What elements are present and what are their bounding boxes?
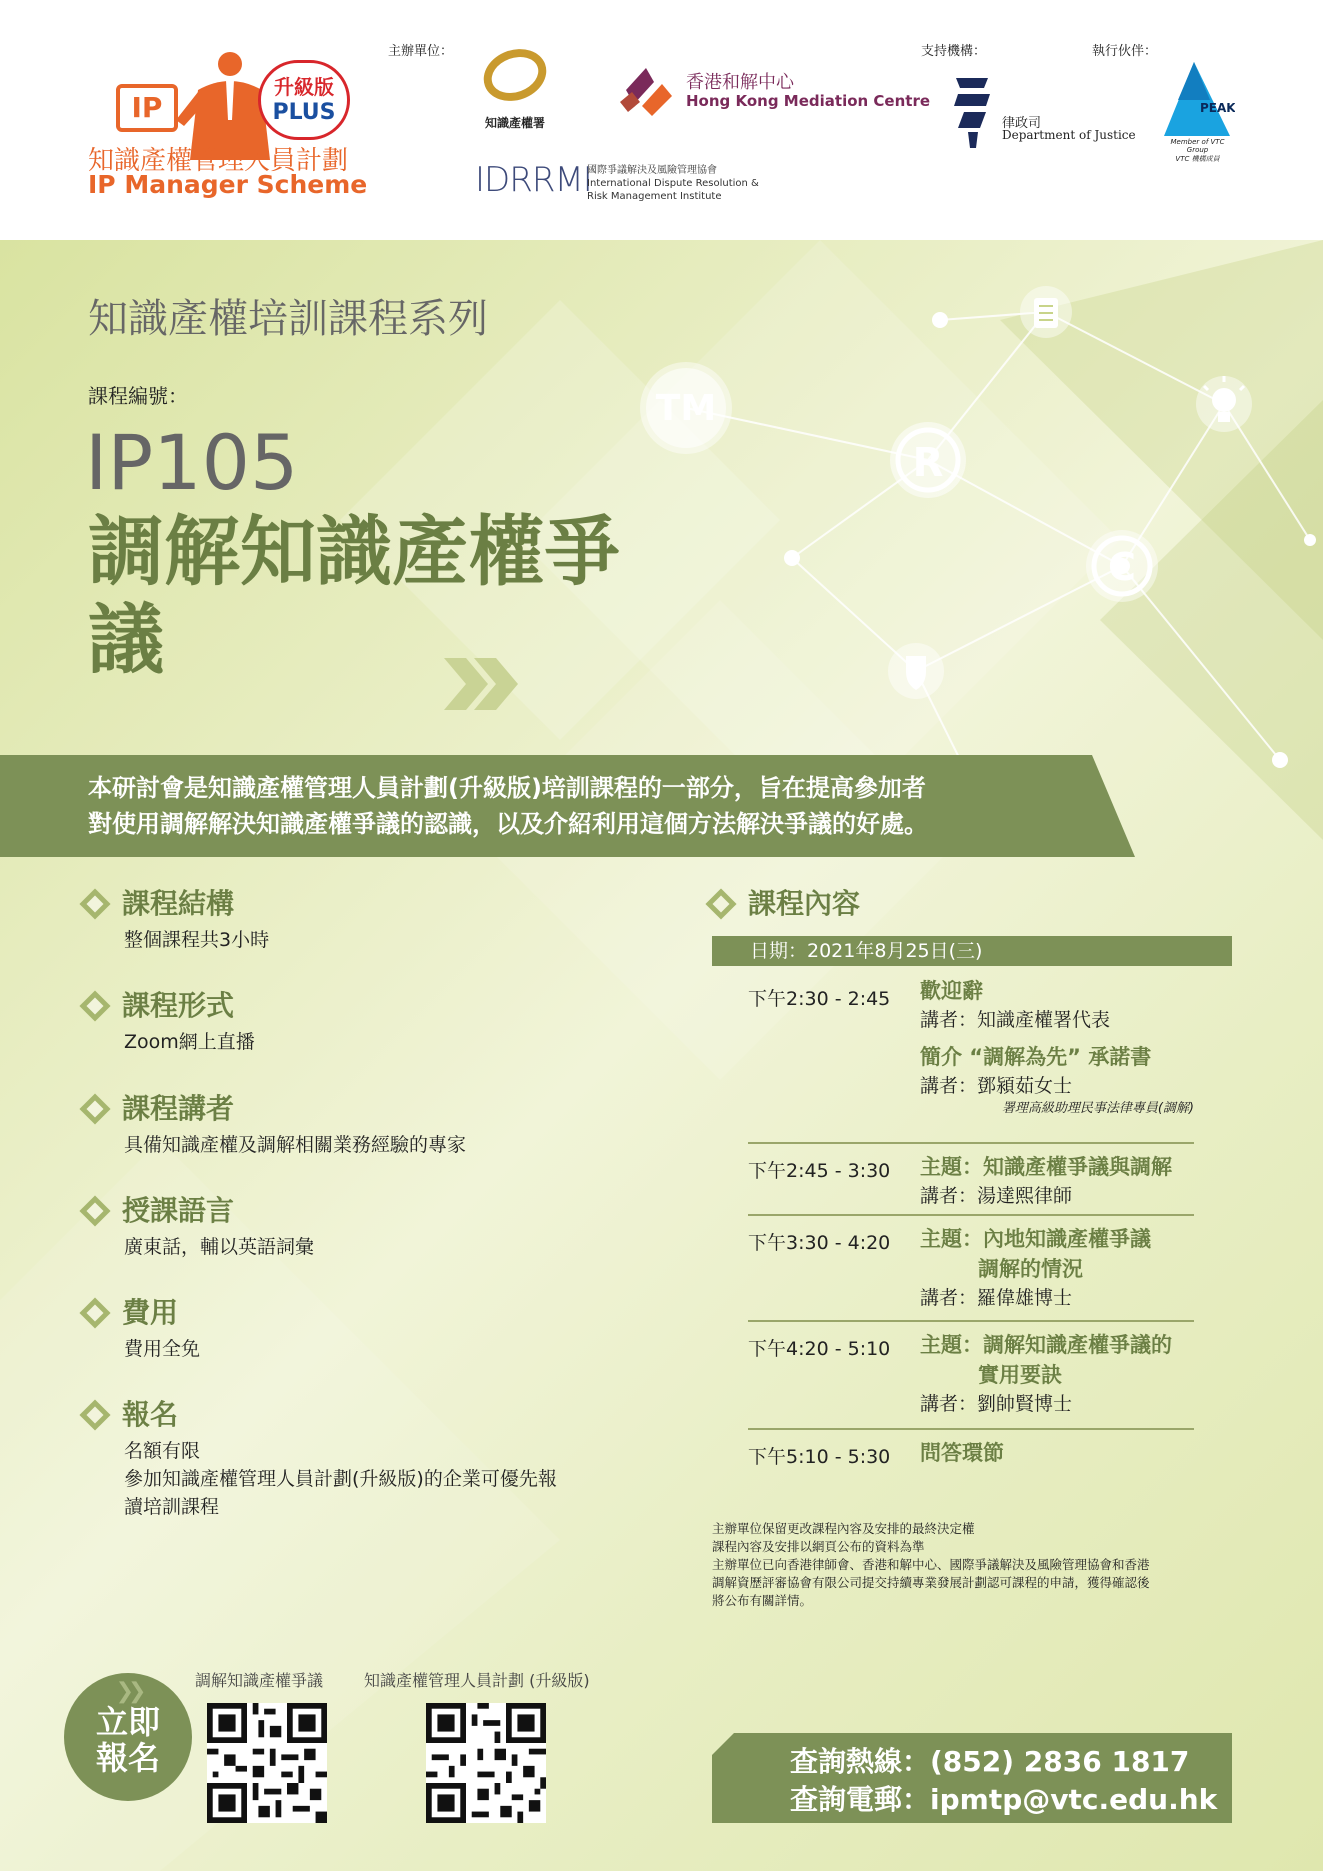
section-body: 具備知識產權及調解相關業務經驗的專家 [124, 1134, 467, 1156]
section-body: 廣東話，輔以英語詞彙 [124, 1236, 315, 1258]
diamond-bullet-icon [79, 1093, 110, 1124]
schedule-speaker: 講者：鄧潁茹女士 [920, 1075, 1073, 1097]
contact-hotline[interactable]: 查詢熱線：(852) 2836 1817 [790, 1745, 1190, 1778]
ip-box-logo: IP [116, 84, 178, 132]
schedule-speaker: 講者：知識產權署代表 [920, 1009, 1111, 1031]
doj-name-en: Department of Justice [1002, 128, 1136, 142]
schedule-items [920, 1438, 1194, 1468]
schedule-topic: 歡迎辭 [920, 979, 983, 1003]
section-title: 授課語言 [122, 1194, 235, 1227]
peak-member-zh: VTC 機構成員 [1175, 155, 1220, 163]
intro-text [88, 770, 1088, 842]
section-fee [82, 1295, 200, 1363]
ipd-ring-icon [476, 41, 553, 110]
section-language [82, 1193, 314, 1261]
speaker-title: 署理高級助理民事法律專員(調解) [1001, 1101, 1194, 1116]
idrmi-names [587, 164, 759, 203]
schedule-items [920, 1152, 1194, 1210]
plus-badge-zh: 升級版 [274, 75, 334, 99]
peak-member-text [1160, 138, 1235, 164]
section-heading [82, 1397, 557, 1433]
section-body: 費用全免 [124, 1338, 201, 1360]
schedule-items [920, 1330, 1194, 1418]
section-title: 課程結構 [122, 887, 235, 920]
section-title: 課程形式 [122, 989, 235, 1022]
plus-badge [258, 60, 350, 140]
idrmi-name-zh: 國際爭議解決及風險管理協會 [587, 165, 717, 176]
schedule-row [748, 976, 1194, 1144]
section-title: 課程內容 [748, 887, 861, 920]
double-chevron-icon: ❯❯ [115, 1679, 141, 1704]
schedule-time: 下午2:30 - 2:45 [748, 988, 891, 1010]
qr-label-course: 調解知識產權爭議 [195, 1671, 324, 1690]
schedule-table [748, 976, 1194, 1480]
schedule-row [748, 1216, 1194, 1322]
note-line: 將公布有關詳情。 [712, 1593, 813, 1608]
schedule-time: 下午3:30 - 4:20 [748, 1232, 891, 1254]
diamond-bullet-icon [79, 990, 110, 1021]
section-heading [82, 1295, 200, 1331]
notes [712, 1520, 1232, 1610]
schedule-time: 下午4:20 - 5:10 [748, 1338, 891, 1360]
course-title: 調解知識產權爭議 [88, 507, 620, 684]
partner-label: 執行伙伴： [1092, 44, 1158, 59]
schedule-items [920, 1224, 1194, 1312]
schedule-row [748, 1322, 1194, 1430]
section-heading [82, 1091, 466, 1127]
hkmc-mark-icon [618, 62, 678, 118]
scheme-name-en: IP Manager Scheme [88, 170, 368, 199]
section-heading [708, 886, 860, 922]
note-line: 主辦單位保留更改課程內容及安排的最終決定權 [712, 1521, 975, 1536]
section-line: 名額有限 [124, 1440, 201, 1462]
schedule-row [748, 1430, 1194, 1480]
header [0, 0, 1323, 240]
course-code: IP105 [85, 418, 299, 507]
section-speakers [82, 1091, 466, 1159]
section-body [82, 1437, 557, 1521]
schedule-time: 下午2:45 - 3:30 [748, 1160, 891, 1182]
note-line: 課程內容及安排以網頁公布的資料為準 [712, 1539, 925, 1554]
idrmi-name-en-1: International Dispute Resolution & [587, 178, 759, 189]
date-bar: 日期：2021年8月25日(三) [712, 936, 1232, 966]
diamond-bullet-icon [79, 1195, 110, 1226]
section-heading [82, 988, 255, 1024]
scheme-name-zh: 知識產權管理人員計劃 [88, 146, 349, 176]
hkmc-name-en: Hong Kong Mediation Centre [686, 92, 931, 110]
section-registration [82, 1397, 557, 1521]
section-body: 整個課程共3小時 [124, 929, 270, 951]
ipd-logo [475, 50, 555, 132]
section-title: 課程講者 [122, 1092, 235, 1125]
doj-calligraphy-icon [950, 72, 994, 150]
doj-logo [950, 72, 1150, 152]
diamond-bullet-icon [79, 1297, 110, 1328]
plus-badge-en: PLUS [272, 100, 336, 125]
idrmi-mark: IDRRMI [475, 160, 592, 200]
schedule-topic: 問答環節 [920, 1441, 1004, 1465]
course-content-section [708, 886, 860, 922]
qr-label-scheme: 知識產權管理人員計劃 (升級版) [364, 1671, 590, 1690]
peak-logo [1160, 60, 1235, 163]
section-heading [82, 1193, 314, 1229]
register-text-1: 立即 [95, 1703, 160, 1741]
register-text-2: 報名 [95, 1739, 160, 1777]
copyright-icon-text: C [1108, 545, 1136, 589]
supporter-label: 支持機構： [921, 44, 987, 59]
schedule-topic: 主題：調解知識產權爭議的 [920, 1333, 1172, 1357]
qr-code-scheme[interactable] [426, 1703, 546, 1823]
section-title: 費用 [122, 1296, 179, 1329]
schedule-topic-continued: 實用要訣 [978, 1363, 1062, 1387]
peak-name: PEAK [1200, 101, 1235, 115]
hkmc-name-zh: 香港和解中心 [686, 72, 794, 93]
section-title: 報名 [122, 1398, 179, 1431]
schedule-speaker: 講者：羅偉雄博士 [920, 1287, 1073, 1309]
diamond-bullet-icon [79, 1399, 110, 1430]
document-icon [1034, 298, 1058, 328]
organizer-label: 主辦單位： [388, 44, 454, 59]
note-line: 調解資歷評審協會有限公司提交持續專業發展計劃認可課程的申請，獲得確認後 [712, 1575, 1150, 1590]
tm-icon-text: TM [655, 388, 717, 429]
tm-icon [646, 368, 726, 448]
schedule-speaker: 講者：劉帥賢博士 [920, 1393, 1073, 1415]
section-heading [82, 886, 269, 922]
diamond-bullet-icon [79, 888, 110, 919]
schedule-topic: 主題：內地知識產權爭議 [920, 1227, 1151, 1251]
ip-manager-scheme-logo [88, 40, 388, 210]
schedule-topic: 簡介 “調解為先” 承諾書 [920, 1045, 1152, 1069]
section-body: Zoom網上直播 [124, 1031, 255, 1053]
section-line: 參加知識產權管理人員計劃(升級版)的企業可優先報 [124, 1468, 557, 1490]
peak-mountain-icon [1160, 60, 1235, 138]
idrmi-logo [475, 160, 759, 202]
doj-name-zh: 律政司 [1002, 116, 1042, 131]
section-structure [82, 886, 269, 954]
peak-member-en: Member of VTC Group [1170, 138, 1225, 154]
section-line: 讀培訓課程 [124, 1496, 220, 1518]
intro-line-2: 對使用調解解決知識產權爭議的認識，以及介紹利用這個方法解決爭議的好處。 [88, 810, 928, 838]
schedule-row [748, 1144, 1194, 1216]
register-now-button[interactable] [64, 1673, 192, 1801]
intro-line-1: 本研討會是知識產權管理人員計劃(升級版)培訓課程的一部分，旨在提高參加者 [88, 774, 926, 802]
course-code-label: 課程編號： [88, 384, 188, 408]
schedule-items [920, 976, 1194, 1118]
series-title: 知識產權培訓課程系列 [88, 296, 488, 342]
qr-code-course[interactable] [207, 1703, 327, 1823]
note-line: 主辦單位已向香港律師會、香港和解中心、國際爭議解決及風險管理協會和香港 [712, 1557, 1150, 1572]
schedule-time: 下午5:10 - 5:30 [748, 1446, 891, 1468]
contact-info [790, 1743, 1217, 1819]
section-format [82, 988, 255, 1056]
schedule-speaker: 講者：湯達熙律師 [920, 1185, 1073, 1207]
hkmc-logo [618, 62, 931, 122]
idrmi-name-en-2: Risk Management Institute [587, 191, 722, 202]
contact-email[interactable]: 查詢電郵：ipmtp@vtc.edu.hk [790, 1783, 1218, 1816]
diamond-bullet-icon [705, 888, 736, 919]
schedule-topic-continued: 調解的情況 [978, 1257, 1083, 1281]
schedule-topic: 主題：知識產權爭議與調解 [920, 1155, 1172, 1179]
ipd-name: 知識產權署 [484, 116, 545, 130]
registered-icon-text: R [912, 440, 944, 486]
